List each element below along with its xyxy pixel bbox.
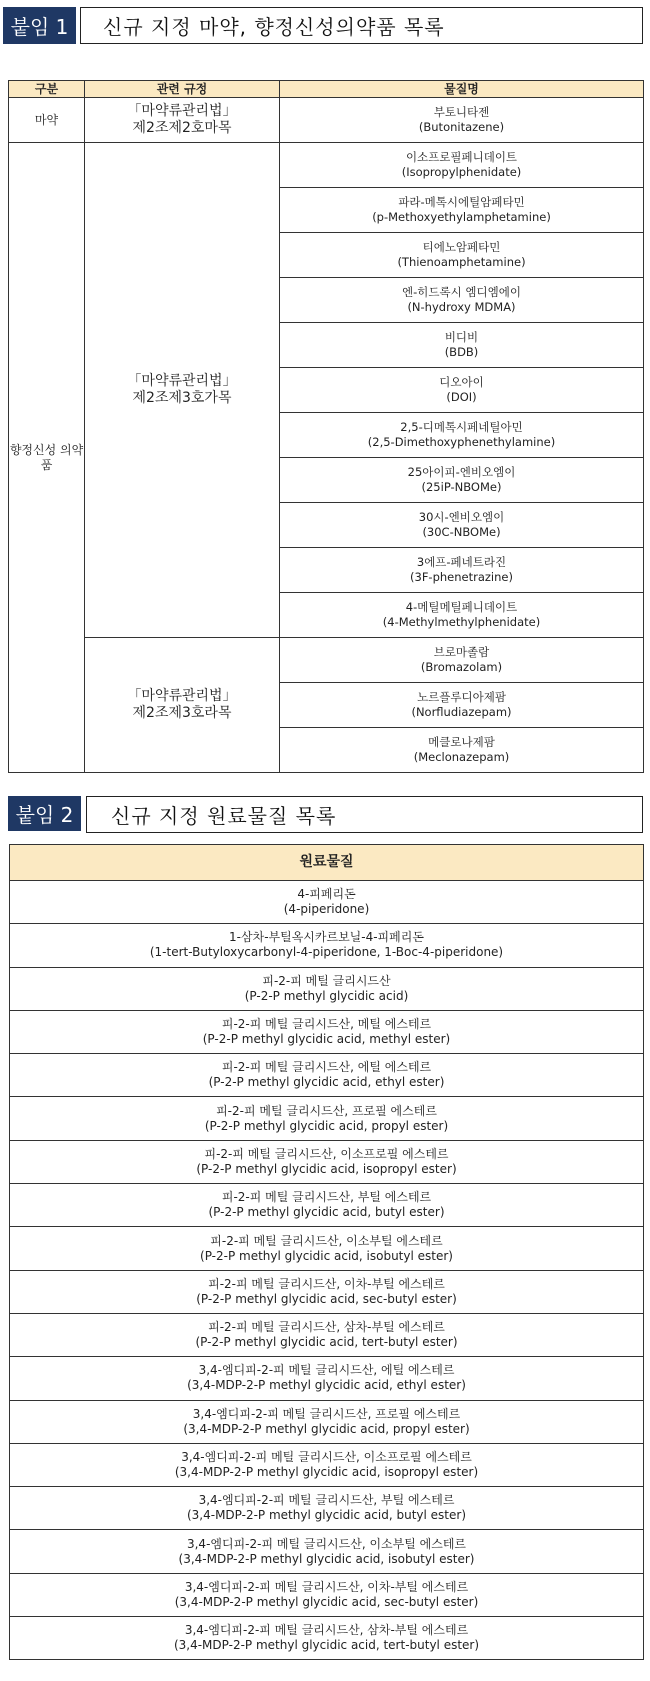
precursor-english-name: (P-2-P methyl glycidic acid, sec-butyl ester): [196, 1291, 457, 1306]
precursor-english-name: (3,4-MDP-2-P methyl glycidic acid, isobutyl ester): [178, 1551, 475, 1566]
section2-title-box: [86, 796, 643, 833]
substance-cell: [280, 98, 644, 143]
precursor-korean-name: 피-2-피 메틸 글리시드산, 이차-부틸 에스테르: [208, 1276, 445, 1291]
section1-title: 신규 지정 마약, 향정신성의약품 목록: [103, 15, 445, 39]
substance-korean-name: 이소프로필페니데이트: [405, 150, 518, 164]
substance-cell: [280, 638, 644, 683]
substance-english-name: (Butonitazene): [418, 120, 505, 134]
precursor-korean-name: 3,4-엠디피-2-피 메틸 글리시드산, 삼차-부틸 에스테르: [184, 1623, 469, 1638]
section1-badge-label: 붙임 1: [10, 15, 69, 39]
substance-korean-name: 30시-엔비오엠이: [418, 510, 505, 524]
table-row: [10, 1357, 644, 1400]
category-cell: [9, 98, 85, 143]
substance-korean-name: 25아이피-엔비오엠이: [407, 465, 516, 479]
section2-badge: [8, 796, 81, 831]
precursor-english-name: (3,4-MDP-2-P methyl glycidic acid, isopropyl ester): [174, 1465, 479, 1479]
table-row: [9, 143, 644, 188]
table-header-row: [9, 81, 644, 98]
header-regulation: 관련 규정: [85, 81, 280, 98]
precursor-english-name: (3,4-MDP-2-P methyl glycidic acid, sec-butyl ester): [174, 1594, 479, 1609]
precursor-cell: [10, 1400, 644, 1443]
header-substance: 물질명: [280, 81, 644, 98]
substance-cell: [280, 413, 644, 458]
precursor-korean-name: 3,4-엠디피-2-피 메틸 글리시드산, 이소프로필 에스테르: [181, 1450, 472, 1464]
table-row: [10, 1487, 644, 1530]
substance-korean-name: 노르플루디아제팜: [417, 690, 506, 704]
table-row: [10, 1184, 644, 1227]
precursor-cell: [10, 1010, 644, 1053]
table-row: [9, 638, 644, 683]
substance-korean-name: 디오아이: [439, 375, 484, 389]
precursor-english-name: (P-2-P methyl glycidic acid, butyl ester): [208, 1205, 445, 1220]
regulation-law: 「마약류관리법」: [127, 103, 237, 119]
regulation-law: 「마약류관리법」: [127, 373, 237, 389]
precursor-korean-name: 1-삼차-부틸옥시카르보닐-4-피페리돈: [229, 930, 424, 945]
substance-cell: [280, 683, 644, 728]
table-row: [10, 881, 644, 924]
precursor-english-name: (P-2-P methyl glycidic acid, methyl ester): [202, 1032, 451, 1047]
substance-cell: [280, 143, 644, 188]
substance-korean-name: 2,5-디메톡시페네틸아민: [400, 420, 523, 434]
substance-cell: [280, 728, 644, 773]
table-row: [10, 1054, 644, 1097]
substance-english-name: (3F-phenetrazine): [410, 570, 513, 584]
substance-korean-name: 파라-메톡시에틸암페타민: [398, 195, 525, 209]
regulation-clause: 제2조제3호가목: [132, 390, 232, 406]
precursor-cell: [10, 1487, 644, 1530]
table-row: [10, 1270, 644, 1313]
table-row: [10, 1010, 644, 1053]
substance-korean-name: 비디비: [444, 330, 479, 344]
precursor-korean-name: 3,4-엠디피-2-피 메틸 글리시드산, 이소부틸 에스테르: [186, 1536, 467, 1551]
narcotics-table: [8, 80, 644, 773]
substance-english-name: (2,5-Dimethoxyphenethylamine): [367, 435, 556, 449]
substance-english-name: (N-hydroxy MDMA): [407, 300, 516, 314]
substance-cell: [280, 368, 644, 413]
table-header-row: [10, 845, 644, 881]
substance-korean-name: 티에노암페타민: [422, 240, 501, 254]
precursor-korean-name: 3,4-엠디피-2-피 메틸 글리시드산, 프로필 에스테르: [192, 1406, 461, 1421]
table-row: [10, 1400, 644, 1443]
section1-title-box: [80, 7, 643, 44]
precursor-english-name: (P-2-P methyl glycidic acid): [244, 988, 409, 1003]
precursor-korean-name: 4-피페리돈: [297, 887, 356, 902]
precursor-korean-name: 피-2-피 메틸 글리시드산, 에틸 에스테르: [221, 1060, 432, 1075]
regulation-cell: [85, 143, 280, 638]
substance-cell: [280, 503, 644, 548]
precursor-korean-name: 피-2-피 메틸 글리시드산, 부틸 에스테르: [221, 1190, 432, 1205]
table-row: [10, 1140, 644, 1183]
substance-cell: [280, 593, 644, 638]
precursor-english-name: (3,4-MDP-2-P methyl glycidic acid, butyl ester): [186, 1508, 467, 1523]
substance-cell: [280, 233, 644, 278]
regulation-law: 「마약류관리법」: [127, 688, 237, 704]
substance-english-name: (DOI): [446, 390, 477, 404]
substance-korean-name: 브로마졸람: [433, 645, 490, 659]
substance-korean-name: 4-메틸메틸페니데이트: [405, 600, 518, 614]
table-row: [10, 924, 644, 967]
precursor-korean-name: 피-2-피 메틸 글리시드산, 삼차-부틸 에스테르: [208, 1320, 445, 1335]
regulation-clause: 제2조제2호마목: [132, 120, 232, 136]
precursor-korean-name: 피-2-피 메틸 글리시드산, 이소부틸 에스테르: [210, 1233, 443, 1248]
precursor-cell: [10, 1184, 644, 1227]
precursor-english-name: (P-2-P methyl glycidic acid, tert-butyl ester): [195, 1335, 458, 1350]
precursor-korean-name: 3,4-엠디피-2-피 메틸 글리시드산, 이차-부틸 에스테르: [184, 1579, 469, 1594]
substance-korean-name: 3에프-페네트라진: [416, 555, 507, 569]
substance-cell: [280, 458, 644, 503]
precursor-korean-name: 피-2-피 메틸 글리시드산, 프로필 에스테르: [216, 1103, 437, 1118]
precursor-english-name: (P-2-P methyl glycidic acid, ethyl ester): [208, 1075, 445, 1090]
header-category: 구분: [9, 81, 85, 98]
precursor-english-name: (3,4-MDP-2-P methyl glycidic acid, tert-butyl ester): [173, 1638, 480, 1653]
precursor-table: [9, 844, 644, 1660]
precursor-cell: [10, 1530, 644, 1573]
precursor-korean-name: 3,4-엠디피-2-피 메틸 글리시드산, 부틸 에스테르: [198, 1493, 455, 1508]
precursor-english-name: (4-piperidone): [283, 902, 370, 917]
precursor-cell: [10, 967, 644, 1010]
substance-korean-name: 부토니타젠: [433, 105, 490, 119]
precursor-cell: [10, 1270, 644, 1313]
substance-cell: [280, 323, 644, 368]
precursor-cell: [10, 1617, 644, 1660]
precursor-korean-name: 피-2-피 메틸 글리시드산, 이소프로필 에스테르: [204, 1146, 449, 1161]
section2-badge-label: 붙임 2: [15, 803, 74, 827]
precursor-korean-name: 피-2-피 메틸 글리시드산: [262, 973, 391, 988]
substance-english-name: (Isopropylphenidate): [401, 165, 522, 179]
substance-english-name: (25iP-NBOMe): [421, 480, 502, 494]
precursor-cell: [10, 1097, 644, 1140]
precursor-english-name: (P-2-P methyl glycidic acid, propyl ester): [204, 1118, 449, 1133]
precursor-cell: [10, 1357, 644, 1400]
precursor-cell: [10, 1054, 644, 1097]
category-cell: [9, 143, 85, 773]
precursor-cell: [10, 881, 644, 924]
substance-english-name: (Thienoamphetamine): [397, 255, 526, 269]
precursor-english-name: (3,4-MDP-2-P methyl glycidic acid, ethyl ester): [187, 1378, 466, 1393]
precursor-cell: [10, 1573, 644, 1616]
precursor-english-name: (P-2-P methyl glycidic acid, isopropyl ester): [196, 1161, 457, 1176]
table-row: [9, 98, 644, 143]
substance-cell: [280, 188, 644, 233]
precursor-cell: [10, 924, 644, 967]
substance-english-name: (Bromazolam): [420, 660, 503, 674]
regulation-clause: 제2조제3호라목: [132, 705, 232, 721]
table-row: [10, 1313, 644, 1356]
substance-korean-name: 메클로나제팜: [428, 735, 495, 749]
precursor-english-name: (1-tert-Butyloxycarbonyl-4-piperidone, 1-Boc-4-piperidone): [149, 945, 504, 960]
precursor-cell: [10, 1140, 644, 1183]
table-row: [10, 1227, 644, 1270]
substance-cell: [280, 278, 644, 323]
category-label: 향정신성 의약품: [9, 442, 84, 472]
table-row: [10, 1443, 644, 1486]
regulation-cell: [85, 638, 280, 773]
precursor-korean-name: 3,4-엠디피-2-피 메틸 글리시드산, 에틸 에스테르: [198, 1363, 455, 1378]
substance-cell: [280, 548, 644, 593]
precursor-english-name: (3,4-MDP-2-P methyl glycidic acid, propyl ester): [183, 1421, 470, 1436]
precursor-korean-name: 피-2-피 메틸 글리시드산, 메틸 에스테르: [221, 1017, 432, 1032]
precursor-cell: [10, 1227, 644, 1270]
regulation-cell: [85, 98, 280, 143]
precursor-cell: [10, 1443, 644, 1486]
substance-english-name: (p-Methoxyethylamphetamine): [372, 210, 551, 224]
table-row: [10, 1530, 644, 1573]
substance-korean-name: 엔-히드록시 엠디엠에이: [402, 285, 521, 299]
substance-english-name: (Norfludiazepam): [411, 705, 512, 719]
substance-english-name: (BDB): [444, 345, 479, 359]
substance-english-name: (30C-NBOMe): [422, 525, 501, 539]
substance-english-name: (Meclonazepam): [413, 750, 510, 764]
category-label: 마약: [34, 112, 59, 127]
section1-badge: [3, 7, 76, 44]
table-row: [10, 1617, 644, 1660]
header-precursor: 원료물질: [10, 845, 644, 881]
section2-title: 신규 지정 원료물질 목록: [111, 804, 337, 828]
precursor-english-name: (P-2-P methyl glycidic acid, isobutyl ester): [200, 1248, 453, 1263]
precursor-cell: [10, 1313, 644, 1356]
table-row: [10, 967, 644, 1010]
table-row: [10, 1097, 644, 1140]
table-row: [10, 1573, 644, 1616]
substance-english-name: (4-Methylmethylphenidate): [382, 615, 541, 629]
